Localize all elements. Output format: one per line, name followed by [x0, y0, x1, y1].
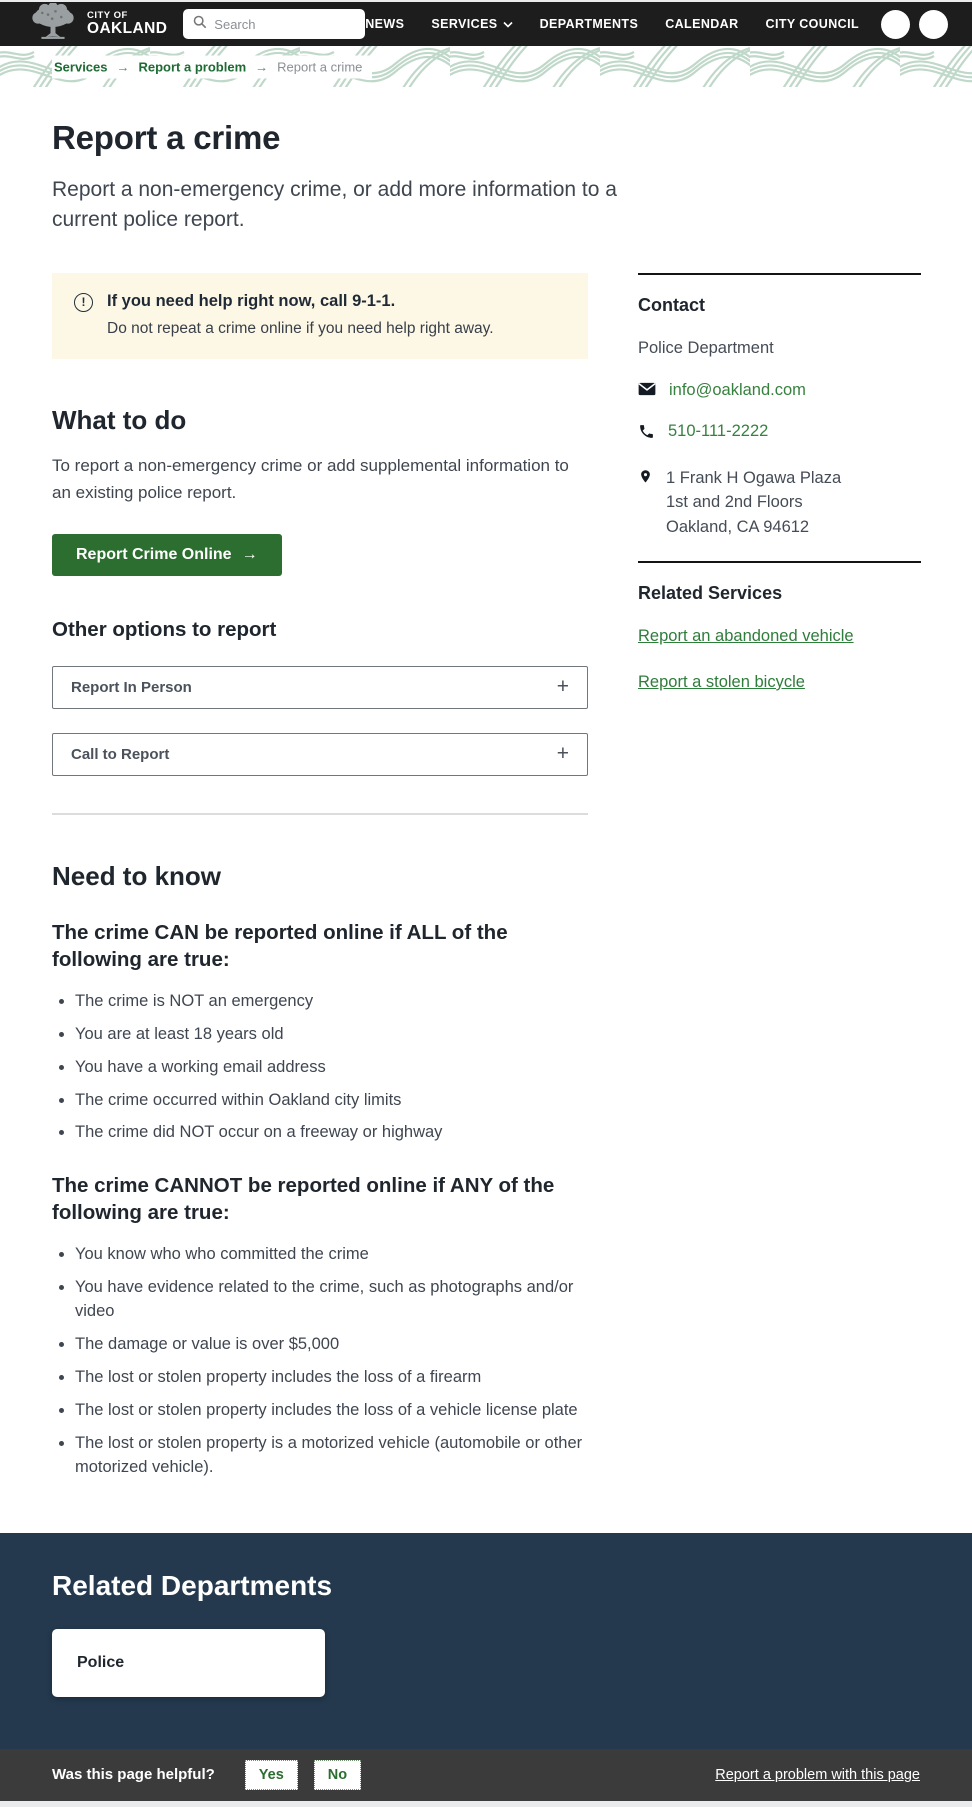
list-item: • You have a working email address — [75, 1056, 588, 1080]
department-card-label: Police — [77, 1653, 125, 1671]
address-line: Oakland, CA 94612 — [666, 518, 810, 537]
logo-line1: CITY OF — [87, 9, 128, 21]
nav-utility-icons — [881, 10, 948, 39]
nav-news[interactable] — [365, 17, 404, 31]
related-departments-heading: Related Departments — [52, 1569, 333, 1601]
contact-phone-row — [638, 422, 921, 445]
contact-heading: Contact — [638, 294, 705, 315]
emergency-alert — [52, 273, 588, 359]
related-services-heading: Related Services — [638, 582, 783, 603]
nav-calendar-label: CALENDAR — [665, 17, 739, 31]
plus-icon: + — [556, 675, 569, 699]
list-item: • The crime is NOT an emergency — [75, 990, 588, 1014]
list-item: • You know who who committed the crime — [75, 1243, 588, 1267]
what-to-do-heading: What to do — [52, 404, 187, 435]
list-item: • You have evidence related to the crime, such as photographs and/or video — [75, 1276, 588, 1324]
contact-address-row — [638, 466, 921, 540]
oak-tree-icon — [28, 3, 78, 46]
location-pin-icon — [638, 467, 653, 491]
section-divider — [52, 813, 588, 815]
breadcrumb-arrow-icon: → — [255, 59, 269, 74]
main-column — [52, 273, 588, 1489]
contact-phone-link[interactable]: 510-111-2222 — [668, 421, 769, 440]
plus-icon: + — [556, 742, 569, 766]
logo-text — [87, 11, 167, 37]
nav-departments[interactable] — [540, 17, 639, 31]
link-report-stolen-bicycle[interactable]: Report a stolen bicycle — [638, 672, 805, 691]
contact-department: Police Department — [638, 338, 774, 357]
accordion-label: Call to Report — [71, 745, 170, 763]
utility-icon-1[interactable] — [881, 10, 910, 39]
list-item: • The lost or stolen property includes the loss of a vehicle license plate — [75, 1399, 588, 1423]
can-report-heading: The crime CAN be reported online if ALL of the following are true: — [52, 920, 508, 971]
main-content — [0, 87, 972, 1489]
cta-label: Report Crime Online — [76, 545, 232, 563]
contact-email-row — [638, 381, 921, 401]
page — [0, 2, 972, 1801]
feedback-question: Was this page helpful? — [52, 1766, 215, 1784]
contact-block — [638, 273, 921, 540]
address-line: 1st and 2nd Floors — [666, 493, 803, 512]
top-navbar — [0, 2, 972, 46]
sidebar — [638, 273, 921, 1489]
utility-icon-2[interactable] — [919, 10, 948, 39]
cannot-report-heading: The crime CANNOT be reported online if ANY of the following are true: — [52, 1174, 555, 1225]
breadcrumb-arrow-icon: → — [116, 59, 130, 74]
related-departments-section — [0, 1533, 972, 1749]
phone-icon — [638, 423, 655, 445]
list-item: • The lost or stolen property includes the loss of a firearm — [75, 1366, 588, 1390]
nav-news-label: NEWS — [365, 17, 405, 31]
chevron-down-icon — [503, 17, 513, 31]
nav-services[interactable] — [431, 17, 512, 31]
link-report-abandoned-vehicle[interactable]: Report an abandoned vehicle — [638, 626, 854, 645]
accordion-call-to-report[interactable] — [52, 733, 588, 776]
accordion-label: Report In Person — [71, 678, 192, 696]
list-item: • The crime did NOT occur on a freeway or highway — [75, 1121, 588, 1145]
search-icon — [193, 15, 207, 34]
alert-body: Do not repeat a crime online if you need help right away. — [107, 319, 494, 337]
list-item: • You are at least 18 years old — [75, 1023, 588, 1047]
address-line: 1 Frank H Ogawa Plaza — [666, 468, 842, 487]
arrow-right-icon: → — [241, 545, 258, 563]
what-to-do-body: To report a non-emergency crime or add supplemental information to an existing police report. — [52, 455, 569, 503]
feedback-yes-button[interactable]: Yes — [245, 1760, 298, 1790]
feedback-bar — [0, 1749, 972, 1801]
can-report-list — [52, 990, 588, 1146]
report-crime-online-button[interactable] — [52, 534, 282, 576]
nav-departments-label: DEPARTMENTS — [539, 17, 639, 31]
info-icon: ! — [74, 293, 93, 312]
title-block — [52, 119, 920, 235]
nav-city-council[interactable] — [766, 17, 859, 31]
logo-line2: OAKLAND — [87, 19, 168, 37]
related-services-block — [638, 561, 921, 719]
department-card-police[interactable] — [52, 1629, 325, 1697]
primary-nav — [365, 17, 859, 31]
list-item: • The crime occurred within Oakland city limits — [75, 1089, 588, 1113]
nav-calendar[interactable] — [665, 17, 738, 31]
page-lede: Report a non-emergency crime, or add more information to a current police report. — [52, 178, 617, 231]
breadcrumb-band — [0, 46, 972, 87]
breadcrumb-services[interactable]: Services — [54, 59, 108, 74]
list-item: • The lost or stolen property is a motorized vehicle (automobile or other motorized vehicle). — [75, 1432, 588, 1480]
contact-email-link[interactable]: info@oakland.com — [669, 380, 806, 399]
search-input[interactable] — [214, 17, 355, 32]
nav-services-label: SERVICES — [431, 17, 498, 31]
contact-address — [666, 466, 841, 540]
page-title: Report a crime — [52, 119, 281, 156]
city-logo[interactable] — [28, 3, 167, 46]
cannot-report-list — [52, 1243, 588, 1479]
feedback-no-button[interactable]: No — [314, 1760, 361, 1790]
other-options-heading: Other options to report — [52, 617, 277, 641]
breadcrumb-current: Report a crime — [277, 59, 363, 74]
search-box[interactable] — [183, 9, 365, 39]
report-problem-link[interactable]: Report a problem with this page — [715, 1766, 920, 1783]
nav-city-council-label: CITY COUNCIL — [765, 17, 859, 31]
accordion-report-in-person[interactable] — [52, 666, 588, 709]
need-to-know-heading: Need to know — [52, 860, 222, 891]
breadcrumb-report-a-problem[interactable]: Report a problem — [138, 59, 247, 74]
alert-title: If you need help right now, call 9-1-1. — [107, 291, 396, 310]
list-item: • The damage or value is over $5,000 — [75, 1333, 588, 1357]
breadcrumb — [52, 55, 372, 78]
email-icon — [638, 382, 656, 401]
